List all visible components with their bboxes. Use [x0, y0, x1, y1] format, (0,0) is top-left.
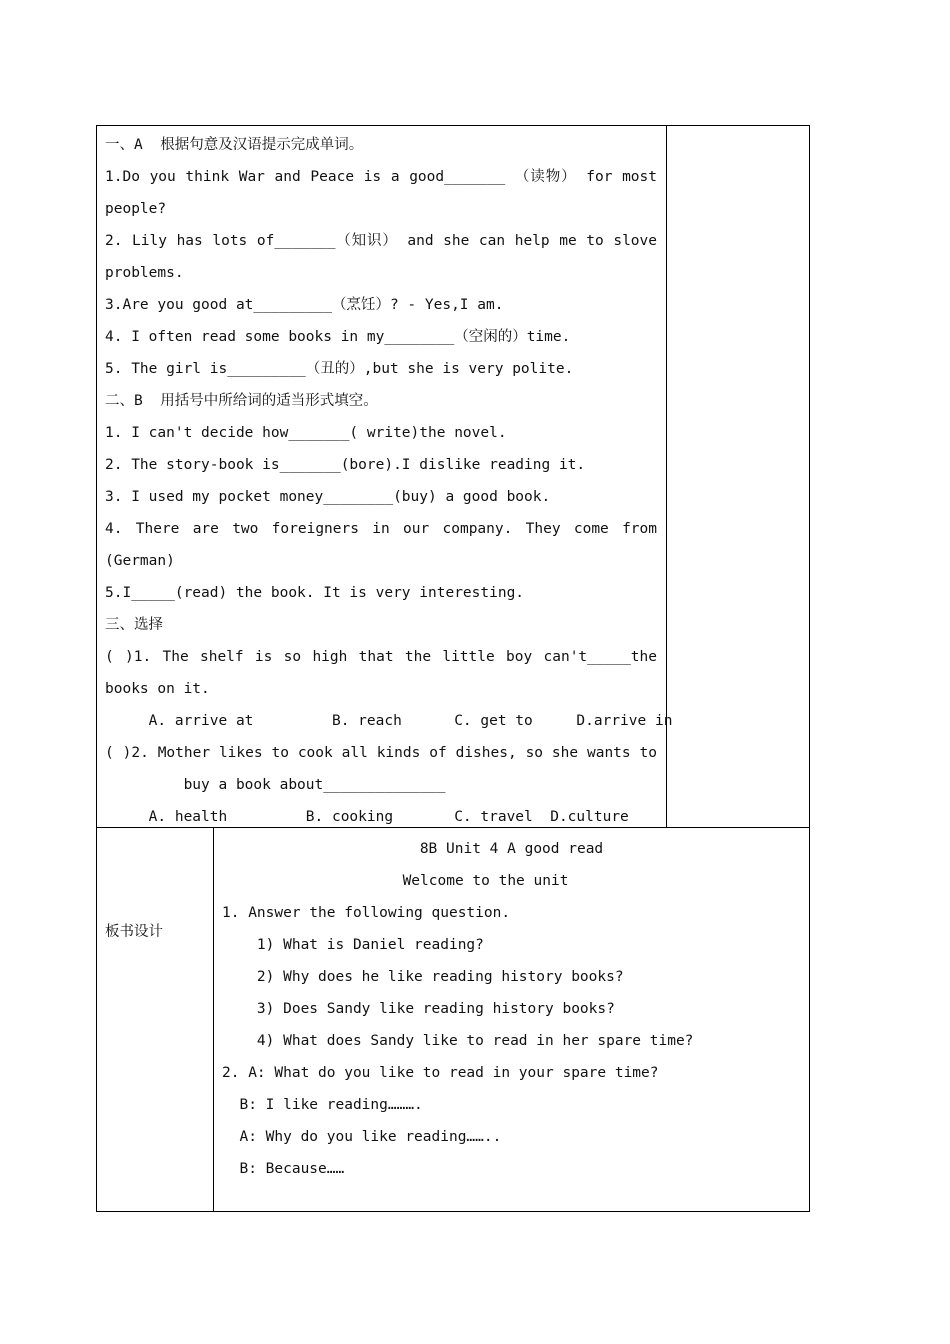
board-title: 8B Unit 4 A good read [419, 841, 604, 857]
section-b-item: 2. The story-book is_______(bore).I dislike reading it. [105, 457, 586, 473]
board-line: 3) Does Sandy like reading history books? [222, 1001, 615, 1017]
section-b-item: 5.I_____(read) the book. It is very interesting. [105, 585, 525, 601]
section-c-item: books on it. [105, 681, 210, 697]
board-line: 4) What does Sandy like to read in her spare time? [222, 1033, 694, 1049]
section-a-heading: 一、A 根据句意及汉语提示完成单词。 [105, 137, 364, 153]
section-a-item: problems. [105, 265, 184, 281]
section-a-item: 2. Lily has lots of_______（知识） and she can help me to slove [105, 233, 657, 249]
notes-cell [666, 125, 810, 828]
board-design-label: 板书设计 [105, 924, 163, 940]
section-b-item: 4. There are two foreigners in our company. They come from [105, 521, 657, 537]
board-subtitle: Welcome to the unit [402, 873, 569, 889]
board-line: 2. A: What do you like to read in your spare time? [222, 1065, 659, 1081]
section-a-item: 4. I often read some books in my________（空闲的）time. [105, 329, 571, 345]
board-line: A: Why do you like reading…….. [222, 1129, 502, 1145]
section-a-item: 5. The girl is_________（丑的）,but she is very polite. [105, 361, 574, 377]
section-c-item: ( )1. The shelf is so high that the little boy can't_____the [105, 649, 657, 665]
section-a-item: 1.Do you think War and Peace is a good_______ （读物） for most [105, 169, 657, 185]
board-line: B: Because…… [222, 1161, 345, 1177]
section-c-options: A. arrive at B. reach C. get to D.arrive in [105, 713, 673, 729]
section-c-item: buy a book about______________ [105, 777, 446, 793]
section-c-heading: 三、选择 [105, 617, 163, 633]
board-line: 1. Answer the following question. [222, 905, 511, 921]
board-line: B: I like reading………. [222, 1097, 423, 1113]
section-a-item: 3.Are you good at_________（烹饪）? - Yes,I am. [105, 297, 504, 313]
board-design-label-cell [96, 827, 214, 1212]
board-line: 1) What is Daniel reading? [222, 937, 484, 953]
section-a-item: people? [105, 201, 167, 217]
section-b-item: (German) [105, 553, 175, 569]
section-b-item: 3. I used my pocket money________(buy) a good book. [105, 489, 551, 505]
section-b-heading: 二、B 用括号中所给词的适当形式填空。 [105, 393, 378, 409]
section-c-options: A. health B. cooking C. travel D.culture [105, 809, 629, 825]
section-b-item: 1. I can't decide how_______( write)the novel. [105, 425, 507, 441]
section-c-item: ( )2. Mother likes to cook all kinds of dishes, so she wants to [105, 745, 657, 761]
board-line: 2) Why does he like reading history books? [222, 969, 624, 985]
